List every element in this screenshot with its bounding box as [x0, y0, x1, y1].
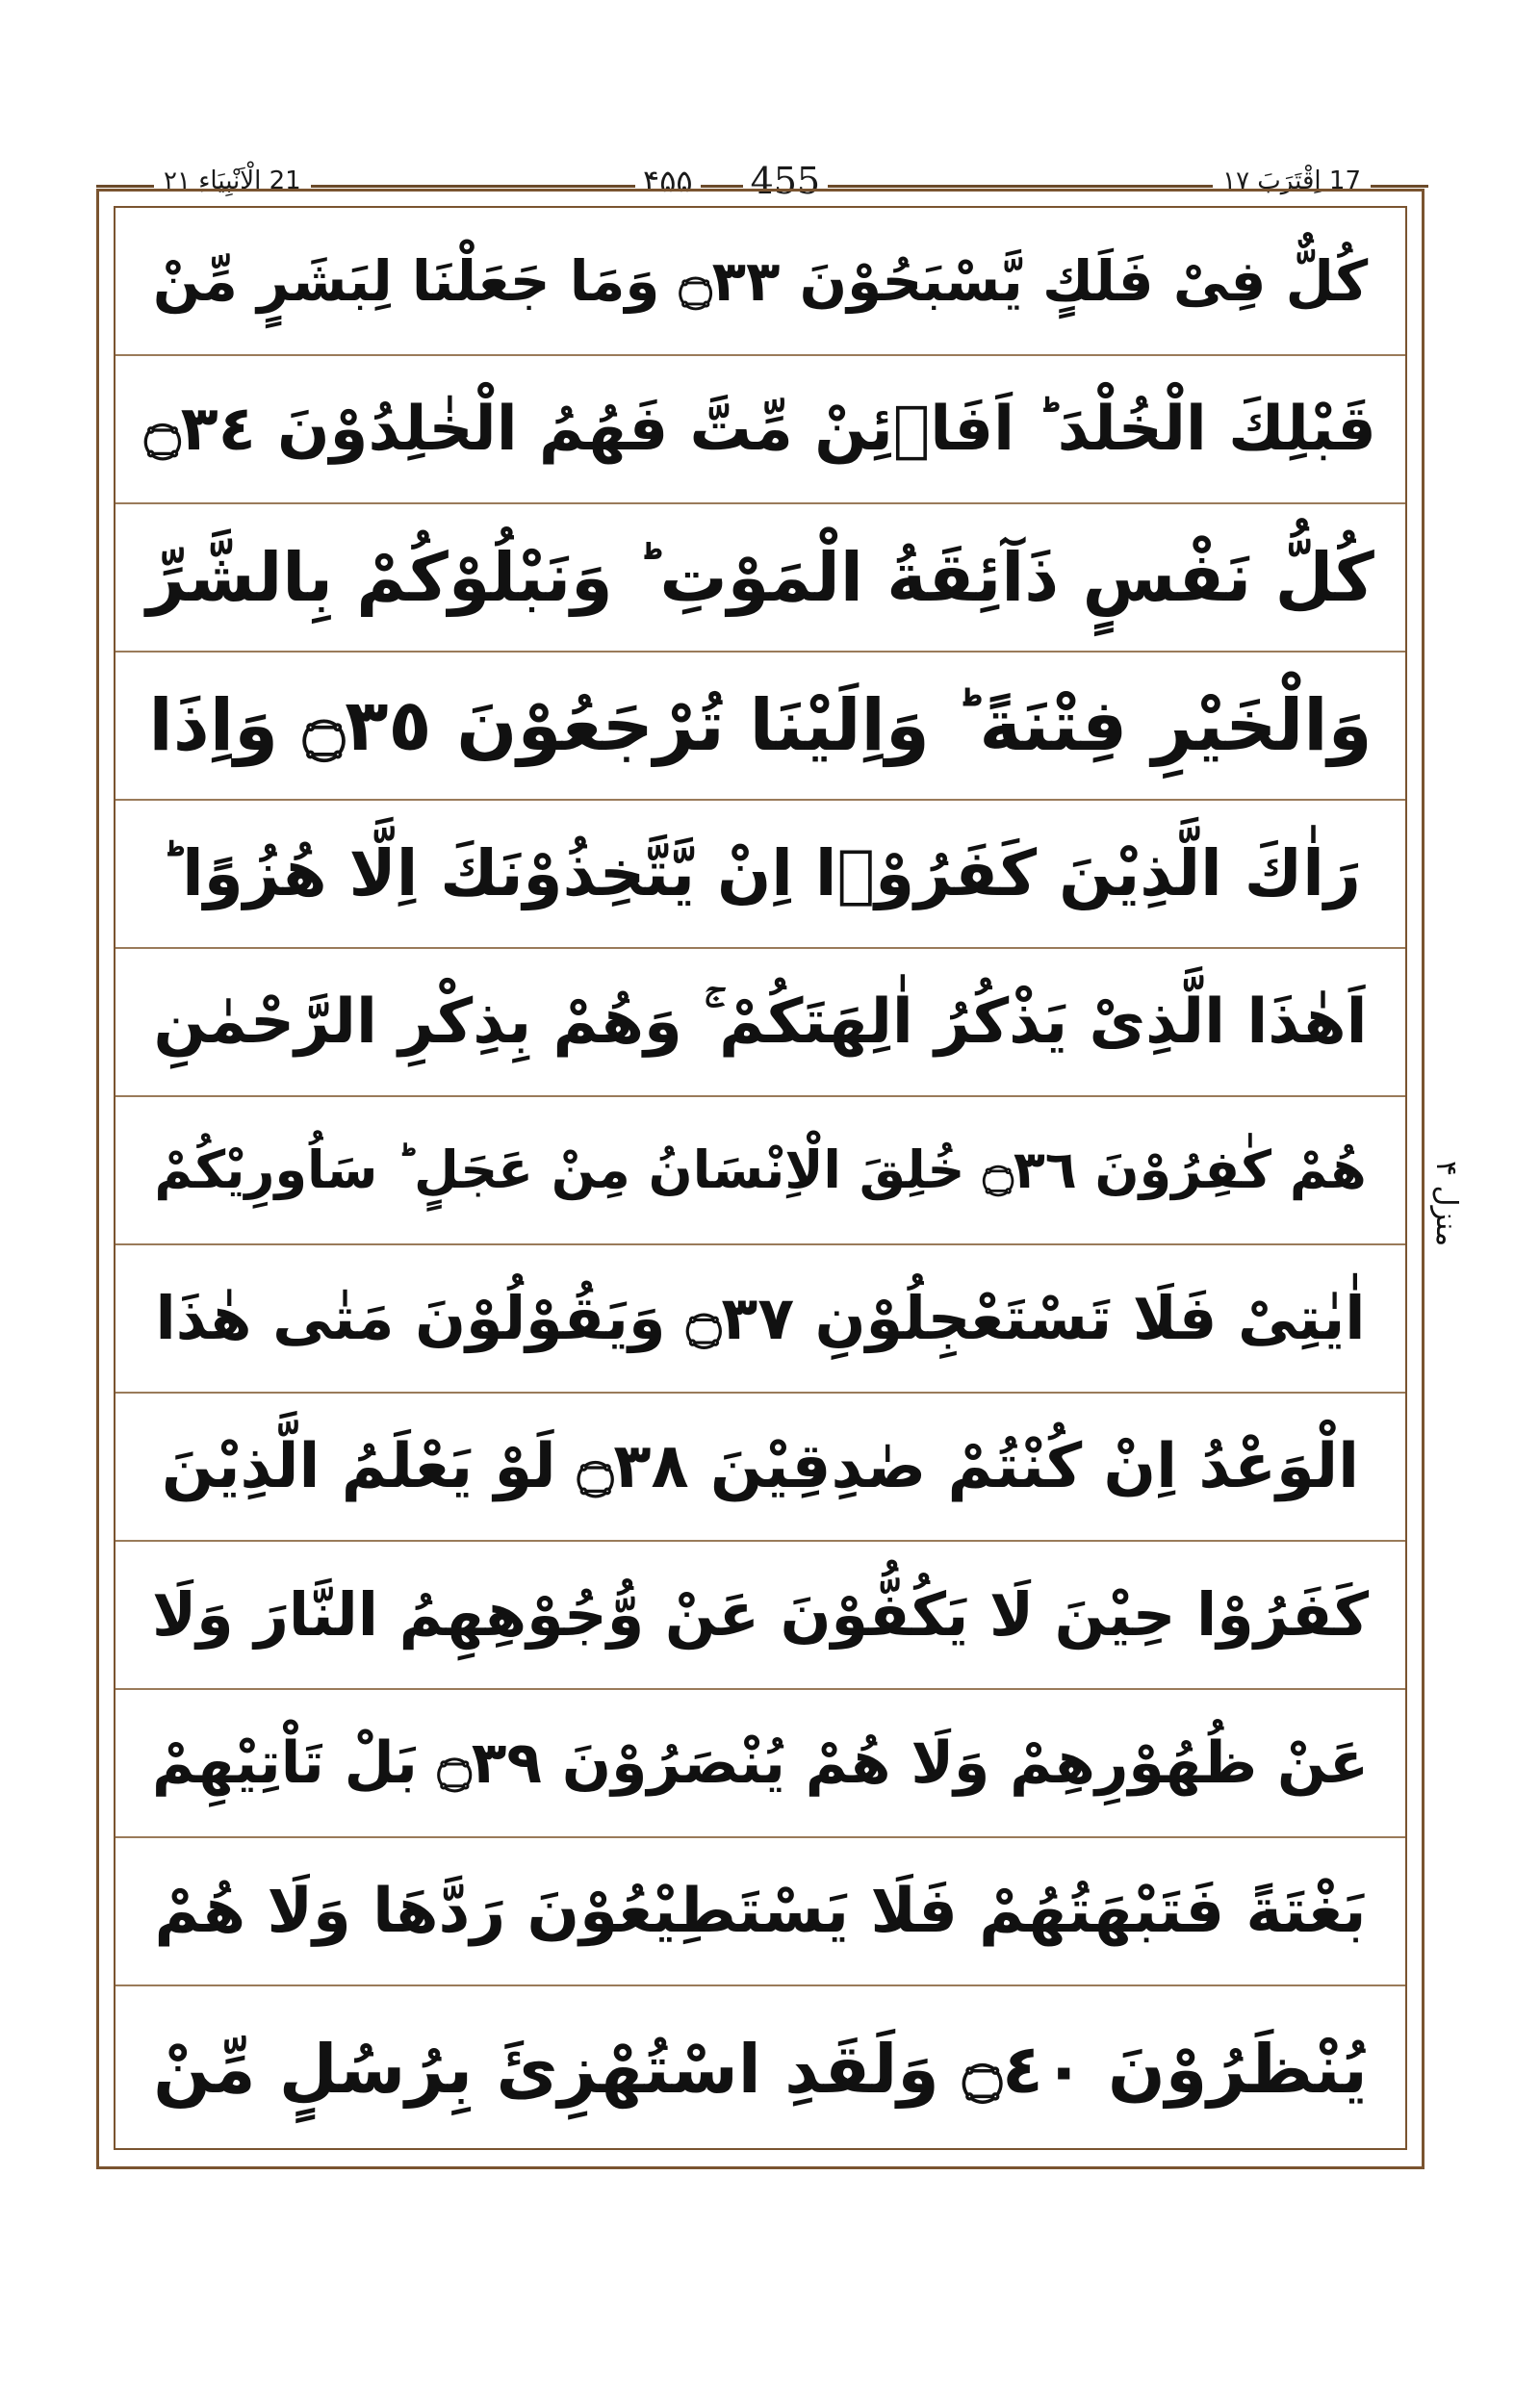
- page-number-urdu: ۴۵۵: [635, 162, 701, 200]
- verse-text: عَنْ ظُهُوْرِهِمْ وَلَا هُمْ يُنْصَرُوْنَ ۝٣٩ بَلْ تَاْتِيْهِمْ: [152, 1729, 1369, 1797]
- page-number: 455: [743, 162, 829, 200]
- header-gap: [701, 180, 743, 183]
- text-line-9: [116, 1394, 1405, 1542]
- text-line-13: [116, 1986, 1405, 2150]
- verse-text: رَاٰكَ الَّذِيْنَ كَفَرُوْۤا اِنْ يَّتَّخِذُوْنَكَ اِلَّا هُزُوًا ؕ: [160, 836, 1361, 910]
- verse-text: كُلُّ نَفْسٍ ذَآئِقَةُ الْمَوْتِ ؕ وَنَبْلُوْكُمْ بِالشَّرِّ: [146, 538, 1374, 617]
- verse-text: هُمْ كٰفِرُوْنَ ۝٣٦ خُلِقَ الْاِنْسَانُ مِنْ عَجَلٍ ؕ سَاُورِيْكُمْ: [154, 1139, 1367, 1200]
- verse-text: قَبْلِكَ الْخُلْدَ ؕ اَفَاۡئِنْ مِّتَّ فَهُمُ الْخٰلِدُوْنَ ۝٣٤: [144, 394, 1376, 465]
- juz-label: 17 اِقْتَرَبَ ١٧: [1213, 162, 1371, 200]
- text-line-2: [116, 356, 1405, 504]
- text-line-5: [116, 801, 1405, 949]
- verse-text: اٰيٰتِىْ فَلَا تَسْتَعْجِلُوْنِ ۝٣٧ وَيَقُوْلُوْنَ مَتٰى هٰذَا: [155, 1283, 1366, 1353]
- text-line-11: [116, 1690, 1405, 1838]
- text-line-1: [116, 208, 1405, 356]
- verse-text: كَفَرُوْا حِيْنَ لَا يَكُفُّوْنَ عَنْ وُّجُوْهِهِمُ النَّارَ وَلَا: [151, 1579, 1370, 1650]
- manzil-note: منزل ۴: [1429, 1160, 1463, 1246]
- text-line-7: [116, 1097, 1405, 1245]
- surah-label: 21 الْاَنْبِيَاءِ ٢١: [154, 162, 311, 200]
- text-line-12: [116, 1838, 1405, 1986]
- text-line-8: [116, 1245, 1405, 1394]
- verse-text: وَالْخَيْرِ فِتْنَةً ؕ وَاِلَيْنَا تُرْجَعُوْنَ ۝٣٥ وَاِذَا: [148, 684, 1373, 767]
- verse-text: الْوَعْدُ اِنْ كُنْتُمْ صٰدِقِيْنَ ۝٣٨ لَوْ يَعْلَمُ الَّذِيْنَ: [161, 1431, 1360, 1502]
- verse-text: بَغْتَةً فَتَبْهَتُهُمْ فَلَا يَسْتَطِيْعُوْنَ رَدَّهَا وَلَا هُمْ: [154, 1876, 1367, 1947]
- text-line-3: [116, 504, 1405, 653]
- text-line-4: [116, 653, 1405, 801]
- verse-text: اَهٰذَا الَّذِىْ يَذْكُرُ اٰلِهَتَكُمْ ۚ وَهُمْ بِذِكْرِ الرَّحْمٰنِ: [153, 986, 1368, 1058]
- verse-text: كُلٌّ فِىْ فَلَكٍ يَّسْبَحُوْنَ ۝٣٣ وَمَا جَعَلْنَا لِبَشَرٍ مِّنْ: [152, 248, 1369, 314]
- text-line-10: [116, 1542, 1405, 1690]
- text-frame: [114, 206, 1407, 2150]
- text-line-6: [116, 949, 1405, 1097]
- verse-text: يُنْظَرُوْنَ ۝٤٠ وَلَقَدِ اسْتُهْزِئَ بِرُسُلٍ مِّنْ: [153, 2030, 1368, 2109]
